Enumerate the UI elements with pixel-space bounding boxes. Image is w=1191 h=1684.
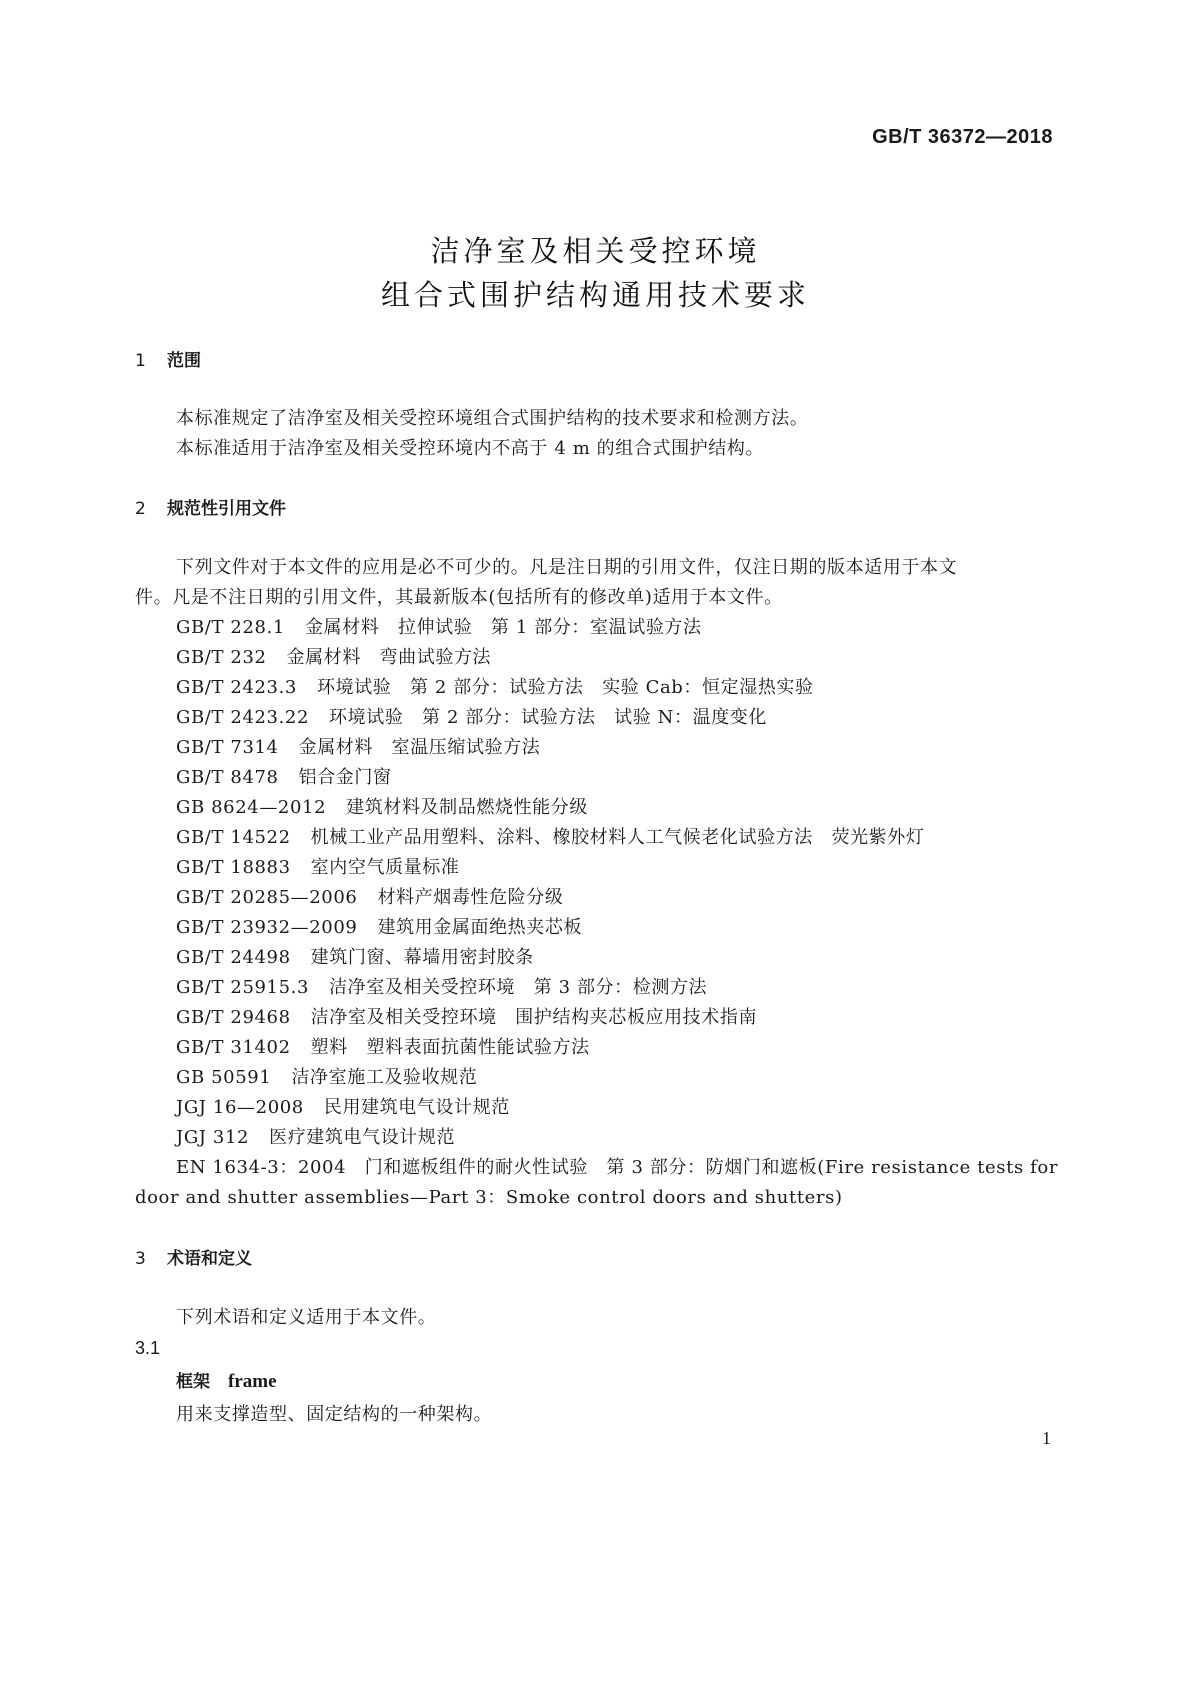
section-1-paragraph: 本标准适用于洁净室及相关受控环境内不高于 4 m 的组合式围护结构。 [176,438,765,459]
reference-item: GB/T 20285—2006 材料产烟毒性危险分级 [176,887,564,908]
standard-number: GB/T 36372—2018 [872,126,1053,148]
reference-item: GB/T 8478 铝合金门窗 [176,767,392,788]
term-chinese: 框架 [176,1372,210,1392]
document-title-line2: 组合式围护结构通用技术要求 [380,278,810,312]
term-definition: 用来支撑造型、固定结构的一种架构。 [176,1404,493,1425]
term-english: frame [228,1371,277,1392]
reference-item: GB/T 2423.22 环境试验 第 2 部分：试验方法 试验 N：温度变化 [176,707,768,728]
section-2-intro: 下列文件对于本文件的应用是必不可少的。凡是注日期的引用文件，仅注日期的版本适用于本文 [176,557,958,578]
reference-item: GB/T 29468 洁净室及相关受控环境 围护结构夹芯板应用技术指南 [176,1007,758,1028]
section-number: 1 [135,351,146,371]
section-number: 3 [135,1249,146,1269]
section-number: 2 [135,499,146,519]
reference-item: JGJ 16—2008 民用建筑电气设计规范 [176,1097,510,1118]
section-2-intro-cont: 件。凡是不注日期的引用文件，其最新版本(包括所有的修改单)适用于本文件。 [135,587,783,608]
reference-item: GB/T 232 金属材料 弯曲试验方法 [176,647,492,668]
section-1-heading [135,346,201,371]
reference-item: GB 50591 洁净室施工及验收规范 [176,1067,478,1088]
section-3-heading [135,1244,252,1269]
reference-item: GB/T 14522 机械工业产品用塑料、涂料、橡胶材料人工气候老化试验方法 荧光紫外灯 [176,827,925,848]
reference-item-en-cont: door and shutter assemblies—Part 3：Smoke control doors and shutters) [135,1187,843,1208]
reference-item: GB/T 31402 塑料 塑料表面抗菌性能试验方法 [176,1037,590,1058]
reference-item: GB/T 18883 室内空气质量标准 [176,857,460,878]
reference-item: GB/T 24498 建筑门窗、幕墙用密封胶条 [176,947,534,968]
section-2-heading [135,494,286,519]
reference-item: GB/T 2423.3 环境试验 第 2 部分：试验方法 实验 Cab：恒定湿热实验 [176,677,814,698]
reference-item: GB 8624—2012 建筑材料及制品燃烧性能分级 [176,797,588,818]
page-number: 1 [1042,1428,1051,1448]
section-title: 范围 [167,351,201,371]
section-3-intro: 下列术语和定义适用于本文件。 [176,1307,437,1328]
reference-item: GB/T 23932—2009 建筑用金属面绝热夹芯板 [176,917,583,938]
reference-item: GB/T 7314 金属材料 室温压缩试验方法 [176,737,541,758]
section-1-paragraph: 本标准规定了洁净室及相关受控环境组合式围护结构的技术要求和检测方法。 [176,408,809,429]
document-title-line1: 洁净室及相关受控环境 [430,234,761,268]
term-number: 3.1 [135,1338,161,1358]
reference-item: JGJ 312 医疗建筑电气设计规范 [176,1127,456,1148]
reference-item-en: EN 1634-3：2004 门和遮板组件的耐火性试验 第 3 部分：防烟门和遮板(Fire resistance tests for [176,1157,1059,1178]
term-entry [176,1367,277,1393]
reference-item: GB/T 228.1 金属材料 拉伸试验 第 1 部分：室温试验方法 [176,617,702,638]
section-title: 规范性引用文件 [167,499,286,519]
reference-item: GB/T 25915.3 洁净室及相关受控环境 第 3 部分：检测方法 [176,977,708,998]
section-title: 术语和定义 [167,1249,252,1269]
